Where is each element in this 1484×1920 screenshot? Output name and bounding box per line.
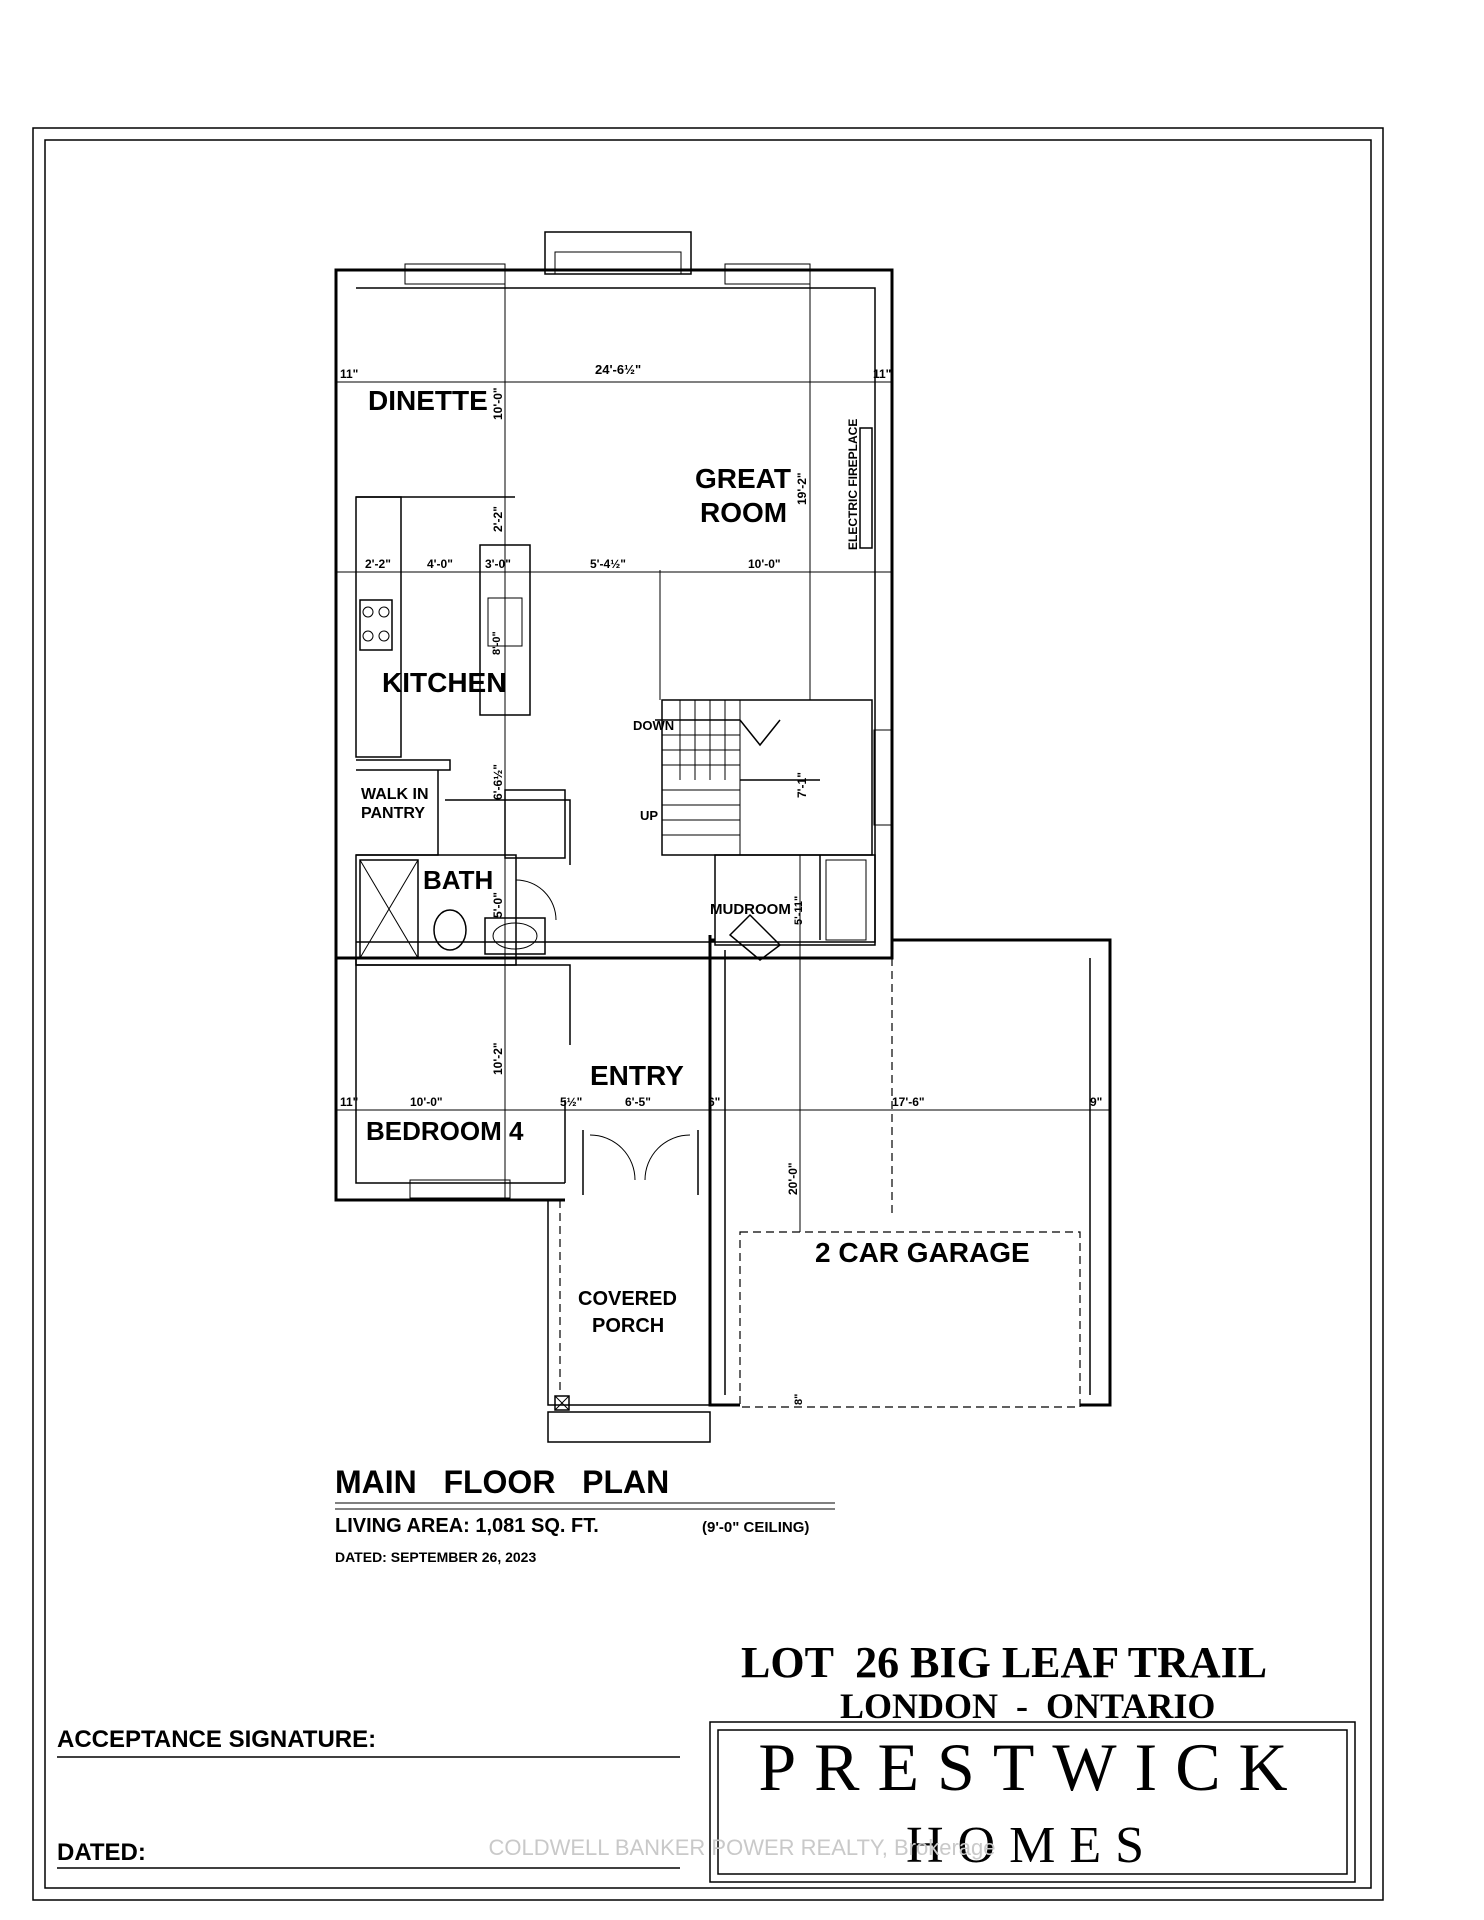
garage-right-wall <box>892 940 1110 1405</box>
dim-6-6: 6'-6½" <box>491 764 505 800</box>
stove <box>360 600 392 650</box>
entry-door-jambs <box>583 1130 698 1195</box>
dim-6: 6" <box>708 1095 721 1109</box>
ceiling-height: (9'-0" CEILING) <box>702 1519 810 1536</box>
entry-door-swing <box>590 1135 690 1180</box>
room-kitchen: KITCHEN <box>382 667 507 698</box>
room-garage: 2 CAR GARAGE <box>815 1237 1030 1268</box>
dim-5-0: 5'-0" <box>491 892 505 918</box>
burner-3 <box>363 631 373 641</box>
inner-border <box>45 140 1371 1888</box>
dim-8-g: 8" <box>793 1393 805 1405</box>
bedroom-top-wall <box>356 965 570 1045</box>
room-bath: BATH <box>423 865 494 895</box>
dim-11-left: 11" <box>340 367 359 381</box>
logo-homes: HOMES <box>905 1817 1159 1874</box>
plan-date: DATED: SEPTEMBER 26, 2023 <box>335 1549 537 1565</box>
dim-2-2: 2'-2" <box>365 557 391 571</box>
dim-11-bot: 11" <box>340 1095 359 1109</box>
dim-19-2: 19'-2" <box>795 472 809 505</box>
room-bedroom: BEDROOM 4 <box>366 1116 524 1146</box>
dim-9: 9" <box>1090 1095 1103 1109</box>
kitchen-counter <box>356 497 401 757</box>
burner-2 <box>379 607 389 617</box>
room-mudroom: MUDROOM <box>710 901 791 918</box>
dim-7-1: 7'-1" <box>795 772 809 798</box>
dim-5-b: 5½" <box>560 1095 583 1109</box>
room-porch-1: COVERED <box>578 1288 677 1310</box>
dim-17-6: 17'-6" <box>892 1095 925 1109</box>
dim-10-2: 10'-2" <box>491 1042 505 1075</box>
pantry-top-wall <box>356 760 450 770</box>
room-pantry-2: PANTRY <box>361 805 425 822</box>
bedroom-outer-wall <box>336 958 565 1200</box>
side-window <box>874 730 892 825</box>
top-window-right <box>725 264 810 284</box>
bay-bumpout <box>545 232 691 274</box>
vanity-sink <box>493 923 537 949</box>
bath-door-swing <box>516 880 556 920</box>
plan-title: MAIN FLOOR PLAN <box>335 1464 670 1500</box>
fireplace-label: ELECTRIC FIREPLACE <box>846 418 860 550</box>
dim-24: 24'-6½" <box>595 362 642 377</box>
fireplace-unit <box>860 428 872 548</box>
room-dinette: DINETTE <box>368 385 488 416</box>
bedroom-inner-wall <box>356 958 565 1183</box>
city: LONDON - ONTARIO <box>840 1686 1216 1726</box>
porch-post-x <box>555 1396 569 1410</box>
burner-1 <box>363 607 373 617</box>
dim-5-4: 5'-4½" <box>590 557 626 571</box>
dim-6-5: 6'-5" <box>625 1095 651 1109</box>
room-porch-2: PORCH <box>592 1315 665 1337</box>
dim-10-0: 10'-0" <box>748 557 781 571</box>
dim-8-0: 8'-0" <box>491 631 503 655</box>
dated-label: DATED: <box>57 1839 146 1866</box>
room-pantry-1: WALK IN <box>361 786 429 803</box>
outer-border <box>33 128 1383 1900</box>
plan-title-underline <box>335 1503 835 1509</box>
watermark: COLDWELL BANKER POWER REALTY, Brokerage <box>488 1835 996 1860</box>
living-area: LIVING AREA: 1,081 SQ. FT. <box>335 1515 599 1537</box>
dim-5-11: 5'-11" <box>793 895 805 925</box>
dim-20-0: 20'-0" <box>786 1162 800 1195</box>
stair-down: DOWN <box>633 718 675 733</box>
room-entry: ENTRY <box>590 1060 684 1091</box>
burner-4 <box>379 631 389 641</box>
dim-4-0: 4'-0" <box>427 557 453 571</box>
dim-11-right: 11" <box>873 367 892 381</box>
top-window-left <box>405 264 505 284</box>
stair-up: UP <box>640 808 659 823</box>
room-great-2: ROOM <box>700 497 788 528</box>
shower-x <box>360 860 418 958</box>
dim-10-0-v: 10'-0" <box>491 387 505 420</box>
dim-2-2-v: 2'-2" <box>491 506 505 532</box>
dim-10-0-b: 10'-0" <box>410 1095 443 1109</box>
mudroom-door <box>730 915 780 960</box>
stairs <box>662 700 872 855</box>
toilet <box>434 910 466 950</box>
porch-step <box>548 1412 710 1442</box>
room-great-1: GREAT <box>695 463 791 494</box>
lot-address: LOT 26 BIG LEAF TRAIL <box>741 1638 1268 1687</box>
acceptance-label: ACCEPTANCE SIGNATURE: <box>57 1726 377 1753</box>
dim-3-0: 3'-0" <box>485 557 511 571</box>
logo-prestwick: PRESTWICK <box>758 1729 1306 1805</box>
mudroom-closet <box>826 860 866 940</box>
